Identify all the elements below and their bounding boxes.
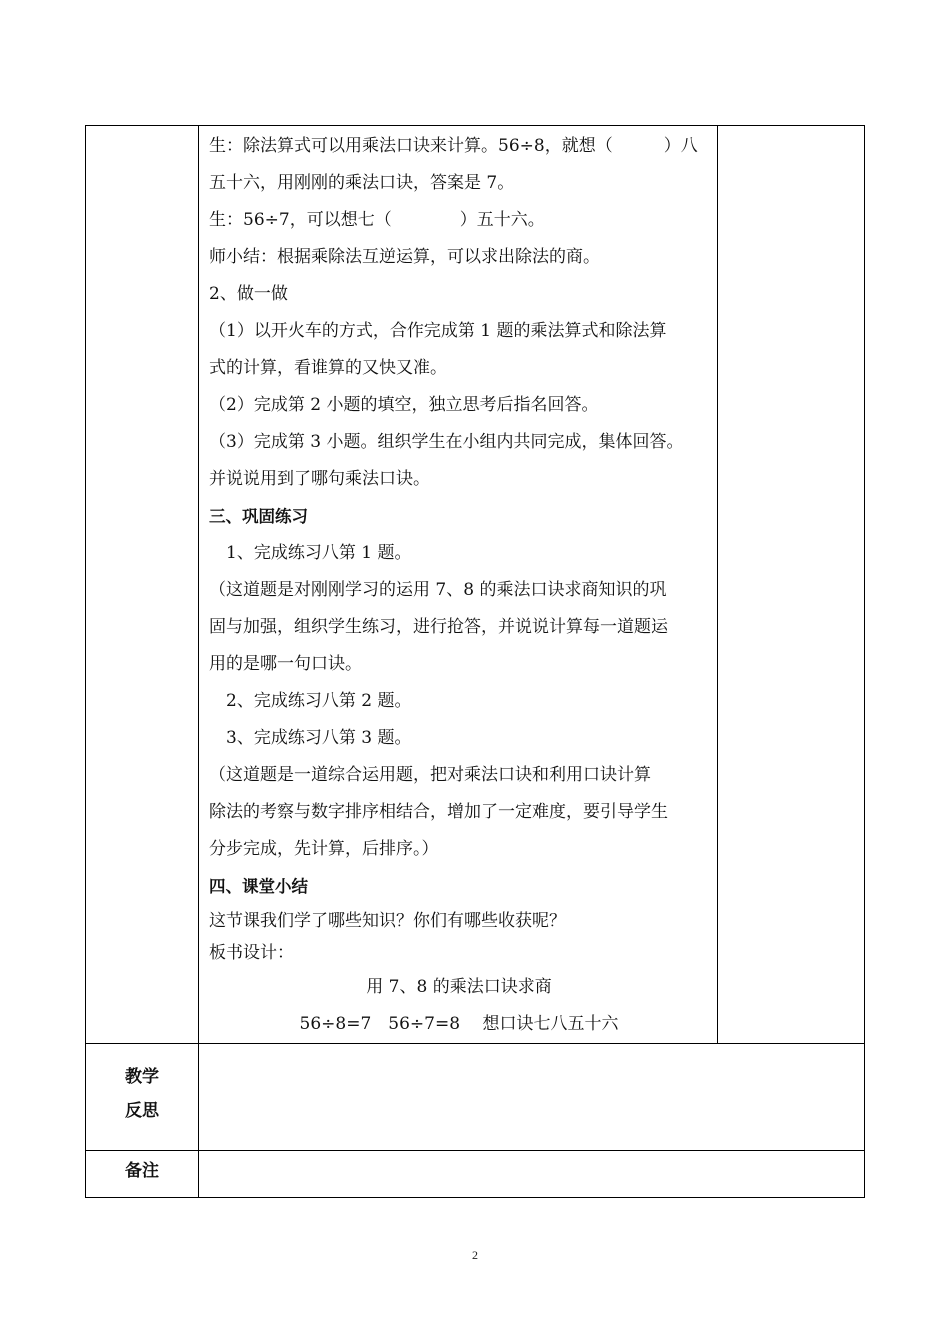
lesson-line: 用的是哪一句口诀。 bbox=[209, 654, 362, 674]
lesson-line: 1、完成练习八第 1 题。 bbox=[209, 543, 412, 563]
lesson-line: （1）以开火车的方式，合作完成第 1 题的乘法算式和除法算 bbox=[209, 321, 667, 341]
lesson-label-cell bbox=[86, 126, 199, 1044]
reflection-content-cell[interactable] bbox=[199, 1044, 865, 1151]
notes-label-cell bbox=[86, 1151, 199, 1198]
lesson-line: 生：除法算式可以用乘法口诀来计算。56÷8，就想（ ）八 bbox=[209, 136, 698, 156]
lesson-line: （2）完成第 2 小题的填空，独立思考后指名回答。 bbox=[209, 395, 599, 415]
lesson-line: 3、完成练习八第 3 题。 bbox=[209, 728, 412, 748]
lesson-line: 板书设计： bbox=[209, 943, 294, 963]
notes-row bbox=[86, 1151, 865, 1198]
reflection-label-line1: 教学 bbox=[125, 1067, 159, 1087]
lesson-side-notes-cell bbox=[718, 126, 865, 1044]
lesson-line: 56÷8=7 56÷7=8 想口诀七八五十六 bbox=[299, 1014, 619, 1034]
lesson-line: （这道题是一道综合运用题，把对乘法口诀和利用口诀计算 bbox=[209, 765, 651, 785]
lesson-line: （3）完成第 3 小题。组织学生在小组内共同完成，集体回答。 bbox=[209, 432, 684, 452]
lesson-line: 五十六，用刚刚的乘法口诀，答案是 7。 bbox=[209, 173, 515, 193]
lesson-line: 分步完成，先计算，后排序。） bbox=[209, 839, 439, 859]
lesson-line: 这节课我们学了哪些知识？你们有哪些收获呢？ bbox=[209, 911, 566, 931]
reflection-row bbox=[86, 1044, 865, 1151]
reflection-label bbox=[86, 1044, 198, 1128]
lesson-line: 用 7、8 的乘法口诀求商 bbox=[366, 977, 552, 997]
lesson-line: （这道题是对刚刚学习的运用 7、8 的乘法口诀求商知识的巩 bbox=[209, 580, 667, 600]
lesson-content-row bbox=[86, 126, 865, 1044]
lesson-line: 师小结：根据乘除法互逆运算，可以求出除法的商。 bbox=[209, 247, 600, 267]
lesson-line: 2、完成练习八第 2 题。 bbox=[209, 691, 412, 711]
notes-content-cell[interactable] bbox=[199, 1151, 865, 1198]
notes-label: 备注 bbox=[125, 1161, 159, 1181]
section-heading: 三、巩固练习 bbox=[209, 507, 308, 526]
lesson-content-cell bbox=[199, 126, 718, 1044]
lesson-plan-table bbox=[85, 125, 865, 1198]
lesson-line: 除法的考察与数字排序相结合，增加了一定难度，要引导学生 bbox=[209, 802, 668, 822]
reflection-label-line2: 反思 bbox=[125, 1101, 159, 1121]
page-number: 2 bbox=[472, 1248, 478, 1262]
lesson-line: 生：56÷7，可以想七（ ）五十六。 bbox=[209, 210, 545, 230]
reflection-label-cell bbox=[86, 1044, 199, 1151]
lesson-line: 2、做一做 bbox=[209, 284, 288, 304]
lesson-line: 固与加强，组织学生练习，进行抢答，并说说计算每一道题运 bbox=[209, 617, 668, 637]
lesson-line: 并说说用到了哪句乘法口诀。 bbox=[209, 469, 430, 489]
lesson-line: 式的计算，看谁算的又快又准。 bbox=[209, 358, 447, 378]
section-heading: 四、课堂小结 bbox=[209, 877, 308, 896]
lesson-content bbox=[199, 126, 717, 1043]
